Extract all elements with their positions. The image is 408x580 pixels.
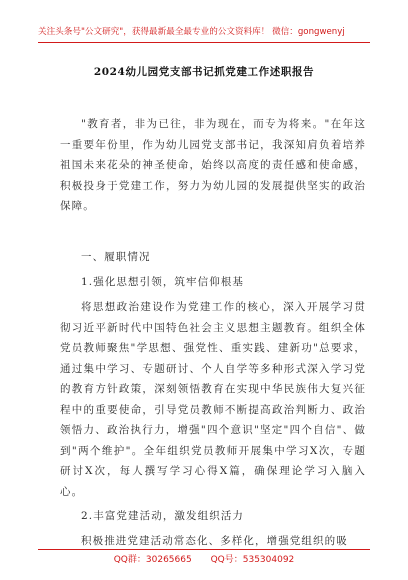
footer-qq-number: QQ号：535304092 xyxy=(210,555,295,565)
document-title: 2024幼儿园党支部书记抓党建工作述职报告 xyxy=(93,66,315,78)
page-footer xyxy=(0,552,408,565)
footer-qq-group: QQ群：30265665 xyxy=(113,555,192,565)
header-banner: 关注头条号"公文研究"，获得最新最全最专业的公文资料库！ 微信：gongwenyj xyxy=(38,27,345,37)
sub-paragraph-1-text: 将思想政治建设作为党建工作的核心，深入开展学习贯彻习近平新时代中国特色社会主义思想主题教育。组织全体党员教师聚焦"学思想、强党性、重实践、建新功"总要求，通过集中学习、专题研讨、个人自学等多种形式深入学习党的教育方针政策，深刻领悟教育在实现中华民族伟大复兴征程中的重要使命，引导党员教师不断提高政治判断力、政治领悟力、政治执行力，增强"四个意识"坚定"四个自信"、做到"两个维护"。全年组织党员教师开展集中学习X次，专题研讨X次，每人撰写学习心得X篇，确保理论学习入脑入心。 xyxy=(60,301,366,498)
sub-heading-2 xyxy=(60,506,366,527)
footer-divider xyxy=(38,549,370,550)
sub-heading-1 xyxy=(60,272,366,293)
sub-paragraph-2-text: 积极推进党建活动常态化、多样化，增强党组织的吸 xyxy=(81,535,348,547)
section-heading-text: 一、履职情况 xyxy=(81,251,151,263)
section-heading xyxy=(60,247,366,268)
intro-text: "教育者，非为已往，非为现在，而专为将来。"在年这一重要年份里，作为幼儿园党支部书记，我深知肩负着培养祖国未来花朵的神圣使命，始终以高度的责任感和使命感，积极投身于党建工作，努力为幼儿园的发展提供坚实的政治保障。 xyxy=(60,118,366,212)
sub-heading-2-text: 2.丰富党建活动，激发组织活力 xyxy=(81,510,245,522)
sub-heading-1-text: 1.强化思想引领，筑牢信仰根基 xyxy=(81,276,245,288)
intro-paragraph xyxy=(60,114,366,217)
header-divider xyxy=(38,42,370,43)
sub-paragraph-1 xyxy=(60,297,366,502)
